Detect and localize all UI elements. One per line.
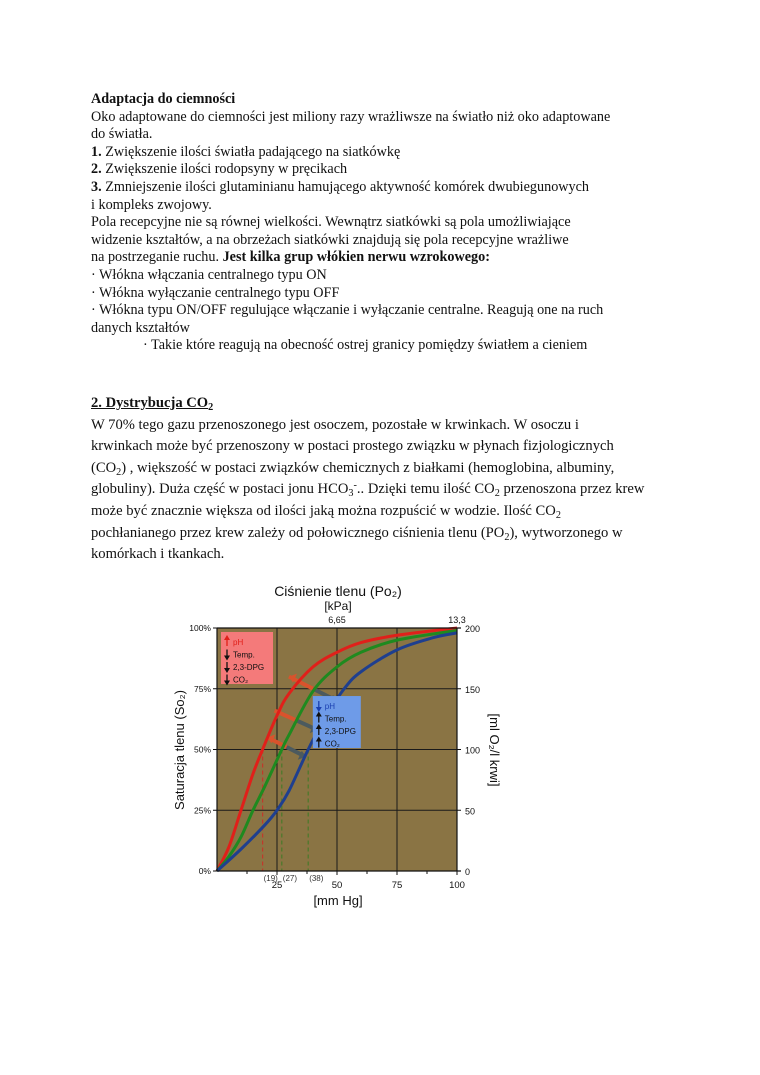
y-tick-label: 0% <box>198 866 211 876</box>
bullet-item: · Włókna typu ON/OFF regulujące włączanie i wyłączanie centralne. Reagują one na ruch <box>91 302 604 319</box>
x-tick-label: 100 <box>449 880 465 891</box>
subscript: 2 <box>116 466 122 478</box>
paragraph-line: W 70% tego gazu przenoszonego jest osoczem, pozostałe w krwinkach. W osoczu i <box>91 416 579 433</box>
section-co2-distribution <box>91 393 691 566</box>
list-item <box>91 144 691 162</box>
legend-item: Temp. <box>324 714 347 724</box>
y-tick-label: 50% <box>193 744 211 755</box>
paragraph-line <box>91 523 691 545</box>
p50-label: (27) <box>282 874 298 883</box>
section-dark-adaptation <box>91 91 691 355</box>
y-tick-label: 25% <box>193 805 211 816</box>
bullet-item: · Włókna wyłączanie centralnego typu OFF <box>91 284 340 301</box>
top-axis-unit: [kPa] <box>324 599 352 613</box>
list-item-continuation: i kompleks zwojowy. <box>91 196 212 213</box>
legend-item: pH <box>324 702 336 712</box>
y-right-tick-label: 100 <box>465 745 481 756</box>
y-axis-label: Saturacja tlenu (So₂) <box>172 690 187 810</box>
paragraph-line: widzenie kształtów, a na obrzeżach siatkówki znajdują się pola recepcyjne wrażliwe <box>91 231 569 248</box>
intro-line: Oko adaptowane do ciemności jest miliony razy wrażliwsze na światło niż oko adaptowane <box>91 108 611 125</box>
text: .. Dzięki temu ilość CO <box>356 481 495 498</box>
bullet-item: · Włókna włączania centralnego typu ON <box>91 266 327 283</box>
item-text: Zmniejszenie ilości glutaminianu hamującego aktywność komórek dwubiegunowych <box>101 178 590 195</box>
item-number: 2. <box>91 161 102 178</box>
legend-item: 2,3-DPG <box>233 663 265 672</box>
text: ), wytworzonego w <box>509 524 623 541</box>
sub-bullet-item: · Takie które reagują na obecność ostrej granicy pomiędzy światłem a cieniem <box>143 337 588 354</box>
legend-right-shift <box>313 696 361 749</box>
y-right-tick-label: 0 <box>465 867 471 877</box>
text: może być znacznie większa od ilości jaką można rozpuścić w wodzie. Ilość CO <box>91 502 556 519</box>
text: pochłanianego przez krew zależy od połowicznego ciśnienia tlenu (PO <box>91 524 505 541</box>
title-text: 2. Dystrybucja CO <box>91 395 209 411</box>
y-tick-label: 75% <box>193 683 211 694</box>
legend-left-shift <box>221 632 273 686</box>
section-title <box>91 393 691 415</box>
legend-item: CO₂ <box>233 675 249 685</box>
x-tick-label: 75 <box>391 880 403 891</box>
intro-line: do światła. <box>91 126 153 143</box>
chart-title: Ciśnienie tlenu (Po₂) <box>274 583 402 599</box>
p50-label: (19) <box>263 874 278 883</box>
paragraph-line <box>91 249 691 267</box>
y-right-tick-label: 50 <box>465 806 476 817</box>
p50-label: (38) <box>309 874 324 883</box>
chart-svg <box>160 575 520 915</box>
subscript: 2 <box>504 531 510 543</box>
x-tick-label: 50 <box>331 880 343 891</box>
text: globuliny). Duża część w postaci jonu HCO <box>91 481 349 498</box>
subscript: 2 <box>494 488 500 500</box>
y-right-tick-label: 150 <box>465 684 481 695</box>
superscript: - <box>353 480 357 492</box>
section-title: Adaptacja do ciemności <box>91 91 236 107</box>
y-tick-label: 100% <box>189 623 211 633</box>
subscript: 3 <box>348 488 354 500</box>
subscript: 2 <box>208 402 214 413</box>
legend-item: 2,3-DPG <box>324 727 356 737</box>
subscript: 2 <box>555 509 561 521</box>
top-tick-label: 6,65 <box>328 615 346 625</box>
item-text: Zwiększenie ilości rodopsyny w pręcikach <box>101 161 348 178</box>
legend-item: pH <box>233 638 244 647</box>
legend-item: Temp. <box>233 650 255 660</box>
bold-text: Jest kilka grup włókien nerwu wzrokowego: <box>219 249 490 266</box>
y-right-tick-label: 200 <box>465 624 481 634</box>
x-axis-label: [mm Hg] <box>313 893 363 908</box>
legend-item: CO₂ <box>324 739 340 749</box>
text: na postrzeganie ruchu. <box>91 249 220 266</box>
text: przenoszona przez krew <box>499 481 645 498</box>
paragraph-line: krwinkach może być przenoszony w postaci prostego związku w płynach fizjologicznych <box>91 438 614 455</box>
paragraph-line <box>91 479 691 501</box>
item-number: 3. <box>91 178 102 195</box>
text: ) , większość w postaci związków chemicznych z białkami (hemoglobina, albuminy, <box>121 459 615 476</box>
text: (CO <box>91 459 117 476</box>
list-item <box>91 161 691 179</box>
x-tick-label: 25 <box>271 880 283 891</box>
item-text: Zwiększenie ilości światła padającego na siatkówkę <box>101 143 401 160</box>
oxygen-dissociation-chart <box>160 575 520 915</box>
y-axis-right-label: [ml O₂/l krwi] <box>487 713 502 787</box>
top-tick-label: 13,3 <box>448 615 466 625</box>
item-number: 1. <box>91 143 102 160</box>
paragraph-line <box>91 501 691 523</box>
paragraph-line: Pola recepcyjne nie są równej wielkości. Wewnątrz siatkówki są pola umożliwiające <box>91 214 571 231</box>
paragraph-line <box>91 458 691 480</box>
paragraph-line: komórkach i tkankach. <box>91 546 225 563</box>
bullet-continuation: danych kształtów <box>91 319 190 336</box>
list-item <box>91 179 691 197</box>
